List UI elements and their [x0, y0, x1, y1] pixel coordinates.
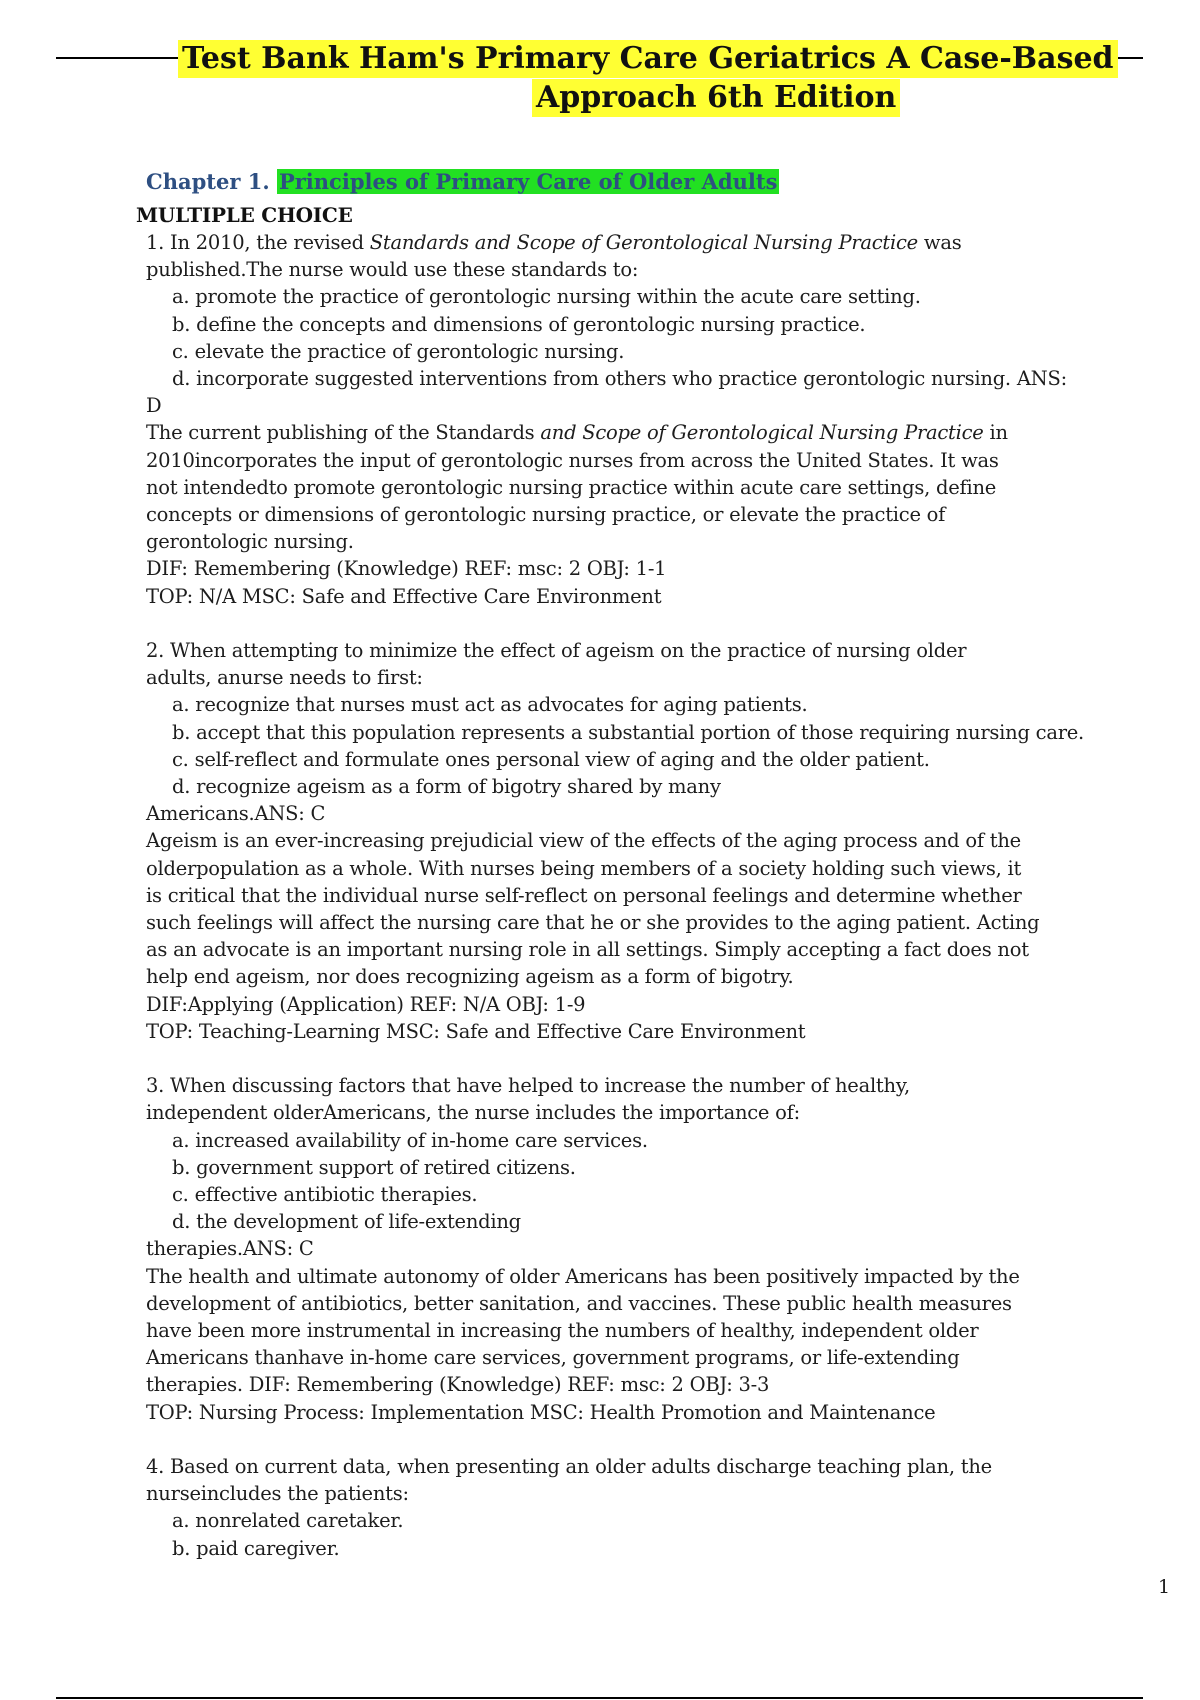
text-line	[146, 963, 794, 990]
line-text: D	[146, 394, 162, 418]
line-text: olderpopulation as a whole. With nurses being members of a society holding such views, it	[146, 856, 1022, 880]
title-rule-left	[56, 57, 186, 59]
text-line	[146, 936, 1029, 963]
line-text: d. incorporate suggested interventions from others who practice gerontologic nursing. ANS:	[172, 367, 1067, 390]
line-text: DIF:Applying (Application) REF: N/A OBJ: 1-9	[146, 992, 586, 1016]
text-line	[146, 1235, 314, 1262]
line-text: 2010incorporates the input of gerontologic nurses from across the United States. It was	[146, 448, 999, 472]
line-text: The current publishing of the Standards	[146, 421, 541, 445]
line-text: d. the development of life-extending	[172, 1210, 521, 1234]
text-line	[146, 583, 661, 610]
text-line	[172, 338, 624, 365]
text-line	[146, 1072, 910, 1099]
line-text: such feelings will affect the nursing care that he or she provides to the aging patient. Acting	[146, 911, 1040, 934]
line-text: adults, anurse needs to first:	[146, 666, 423, 690]
text-line	[172, 1208, 521, 1235]
text-line	[146, 1018, 805, 1045]
chapter-title: Principles of Primary Care of Older Adults	[278, 169, 778, 194]
text-line	[146, 827, 1021, 854]
text-line	[146, 392, 161, 419]
text-line	[172, 1535, 339, 1562]
line-text: b. define the concepts and dimensions of gerontologic nursing practice.	[172, 312, 866, 336]
text-line	[146, 528, 354, 555]
line-text: therapies.ANS: C	[146, 1237, 314, 1261]
line-italic-text: Standards and Scope of Gerontological Nursing Practice	[369, 231, 918, 254]
chapter-label: Chapter 1.	[146, 169, 270, 194]
text-line	[146, 1344, 959, 1371]
line-text: concepts or dimensions of gerontologic nursing practice, or elevate the practice of	[146, 503, 946, 526]
text-line	[172, 773, 721, 800]
line-text: 4. Based on current data, when presenting an older adults discharge teaching plan, the	[146, 1455, 992, 1478]
line-text: help end ageism, nor does recognizing ageism as a form of bigotry.	[146, 965, 794, 989]
text-line	[146, 474, 996, 501]
line-text-after: in	[983, 421, 1008, 445]
line-text: not intendedto promote gerontologic nursing practice within acute care settings, define	[146, 475, 997, 499]
text-line	[172, 719, 1084, 746]
text-line	[172, 746, 930, 773]
text-line	[146, 991, 585, 1018]
line-text: gerontologic nursing.	[146, 530, 354, 554]
text-line	[146, 501, 945, 528]
text-line	[172, 1181, 477, 1208]
line-text: a. increased availability of in-home care services.	[172, 1128, 648, 1152]
document-title-line-2: Approach 6th Edition	[532, 79, 900, 117]
text-line	[146, 1263, 1020, 1290]
text-line	[146, 256, 638, 283]
text-line	[146, 1099, 800, 1126]
line-text: a. recognize that nurses must act as advocates for aging patients.	[172, 693, 808, 717]
chapter-heading	[146, 167, 779, 197]
line-text: DIF: Remembering (Knowledge) REF: msc: 2 OBJ: 1-1	[146, 557, 667, 581]
text-line	[146, 555, 666, 582]
text-line	[146, 419, 1008, 446]
text-line	[172, 1154, 576, 1181]
line-text: a. nonrelated caretaker.	[172, 1509, 404, 1533]
line-text: 3. When discussing factors that have helped to increase the number of healthy,	[146, 1074, 910, 1098]
line-text: 1. In 2010, the revised	[146, 231, 370, 254]
line-text: c. effective antibiotic therapies.	[172, 1183, 478, 1206]
text-line	[146, 637, 966, 664]
text-line	[172, 365, 1067, 392]
line-text-after: was	[917, 231, 962, 254]
text-line	[146, 882, 1022, 909]
text-line	[146, 1399, 935, 1426]
line-italic-text: and Scope of Gerontological Nursing Practice	[540, 421, 984, 445]
text-line	[146, 664, 423, 691]
text-line	[172, 691, 807, 718]
text-line	[146, 909, 1039, 936]
page-number: 1	[1158, 1576, 1171, 1598]
line-text: have been more instrumental in increasing the numbers of healthy, independent older	[146, 1319, 979, 1342]
line-text: 2. When attempting to minimize the effect of ageism on the practice of nursing older	[146, 639, 967, 662]
text-line	[146, 229, 962, 256]
line-text: TOP: Nursing Process: Implementation MSC: Health Promotion and Maintenance	[146, 1400, 936, 1424]
line-text: is critical that the individual nurse self-reflect on personal feelings and determine whether	[146, 883, 1022, 907]
line-text: independent olderAmericans, the nurse includes the importance of:	[146, 1101, 800, 1125]
line-text: The health and ultimate autonomy of older Americans has been positively impacted by the	[146, 1264, 1020, 1288]
line-text: d. recognize ageism as a form of bigotry shared by many	[172, 775, 721, 798]
text-line	[146, 1317, 978, 1344]
line-text: a. promote the practice of gerontologic nursing within the acute care setting.	[172, 285, 921, 309]
line-text: nurseincludes the patients:	[146, 1482, 409, 1506]
line-text: b. accept that this population represents a substantial portion of those requiring nursing care.	[172, 720, 1084, 744]
line-text: c. elevate the practice of gerontologic nursing.	[172, 339, 625, 363]
text-line	[146, 1453, 992, 1480]
line-text: TOP: Teaching-Learning MSC: Safe and Effective Care Environment	[146, 1019, 806, 1043]
text-line	[146, 855, 1021, 882]
text-line	[146, 1480, 409, 1507]
line-text: published.The nurse would use these standards to:	[146, 258, 639, 282]
line-text: Americans.ANS: C	[146, 802, 326, 826]
text-line	[172, 1507, 403, 1534]
document-title-line-1: Test Bank Ham's Primary Care Geriatrics A Case-Based	[178, 40, 1118, 78]
text-line	[146, 1290, 1012, 1317]
footer-rule	[56, 1697, 1143, 1699]
line-text: as an advocate is an important nursing role in all settings. Simply accepting a fact does not	[146, 938, 1029, 962]
line-text: Americans thanhave in-home care services, government programs, or life-extending	[146, 1346, 960, 1370]
section-heading: MULTIPLE CHOICE	[136, 203, 353, 227]
text-line	[146, 447, 999, 474]
line-text: development of antibiotics, better sanitation, and vaccines. These public health measures	[146, 1291, 1012, 1315]
line-text: therapies. DIF: Remembering (Knowledge) REF: msc: 2 OBJ: 3-3	[146, 1373, 770, 1397]
text-line	[172, 1127, 648, 1154]
line-text: c. self-reflect and formulate ones personal view of aging and the older patient.	[172, 747, 930, 771]
text-line	[146, 800, 325, 827]
text-line	[172, 283, 921, 310]
line-text: TOP: N/A MSC: Safe and Effective Care Environment	[146, 584, 662, 608]
text-line	[146, 1371, 769, 1398]
line-text: b. paid caregiver.	[172, 1536, 340, 1560]
text-line	[172, 311, 865, 338]
line-text: b. government support of retired citizens.	[172, 1155, 576, 1179]
line-text: Ageism is an ever-increasing prejudicial view of the effects of the aging process and of the	[146, 829, 1021, 853]
